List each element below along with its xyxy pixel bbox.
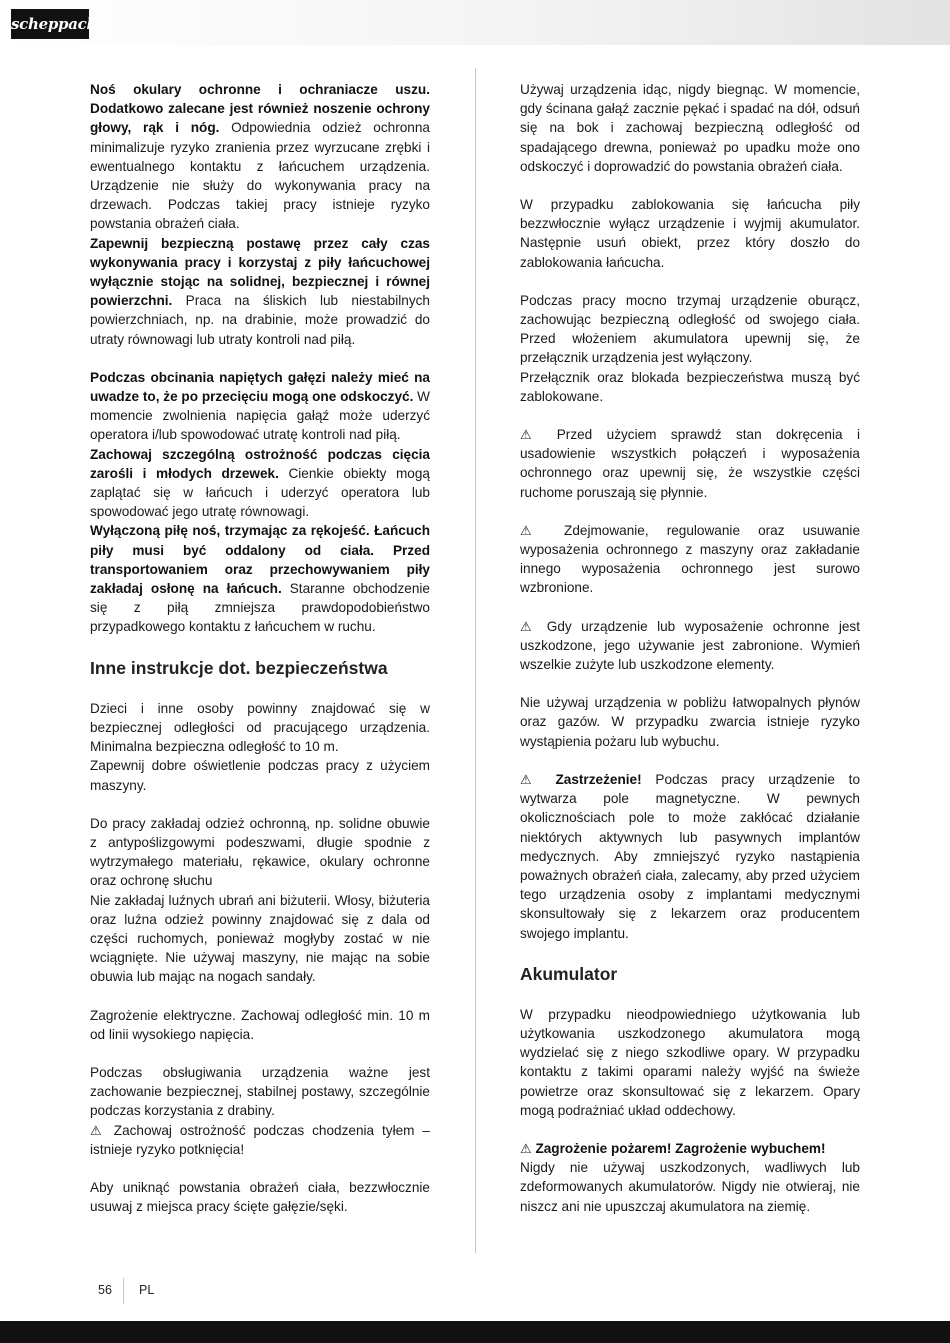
column-divider (475, 68, 476, 1253)
warning-icon: ⚠ (520, 522, 546, 538)
body-text: Odpowiednia odzież ochronna minimalizuje ryzyko zranienia przez wyrzucane zrębki i ewentualnego kontaktu z łańcuchem urządzenia. Urządzenie nie służy do wykonywania pracy na drzewach. Podczas takiej pracy istnieje ryzyko powstania obrażeń ciała. (90, 120, 430, 232)
paragraph (520, 425, 860, 502)
bold-text: Noś okulary ochronne i ochraniacze uszu. Dodatkowo zalecane jest również noszenie ochrony głowy, rąk i nóg. (90, 82, 430, 136)
bold-text: Zastrzeżenie! (555, 771, 642, 787)
header-bar (0, 0, 950, 45)
paragraph: Nie używaj urządzenia w pobliżu łatwopalnych płynów oraz gazów. W przypadku zwarcia istnieje ryzyko wystąpienia pożaru lub wybuchu. (520, 695, 860, 749)
warning-icon: ⚠ (520, 1140, 532, 1156)
brand-logo: scheppach (11, 9, 89, 39)
body-text: W momencie zwolnienia napięcia gałąź może uderzyć operatora i/lub spowodować utratę kontroli nad piłą. (90, 389, 430, 443)
body-text: Zdejmowanie, regulowanie oraz usuwanie wyposażenia ochronnego z maszyny oraz zakładanie innego wyposażenia ochronnego jest surowo wzbronione. (520, 522, 861, 596)
warning-icon: ⚠ (520, 427, 543, 443)
bold-text: Zagrożenie pożarem! Zagrożenie wybuchem! (535, 1140, 826, 1156)
section-heading: Akumulator (520, 963, 618, 984)
left-column (90, 80, 430, 1216)
paragraph: Dzieci i inne osoby powinny znajdować się w bezpiecznej odległości od pracującego urządzenia. Minimalna bezpieczna odległość to 10 m. (90, 700, 430, 755)
paragraph: Zapewnij dobre oświetlenie podczas pracy z użyciem maszyny. (90, 758, 430, 793)
paragraph: Podczas obsługiwania urządzenia ważne jest zachowanie bezpiecznej, stabilnej postawy, szczególnie podczas korzystania z drabiny. (90, 1064, 430, 1119)
paragraph (520, 1139, 860, 1158)
body-text: Przed użyciem sprawdź stan dokręcenia i usadowienie wszystkich połączeń i wyposażenia ochronnego oraz upewnij się, że wszystkie części ruchome poruszają się płynnie. (520, 427, 860, 500)
footer-bar (0, 1321, 950, 1343)
paragraph (90, 80, 430, 234)
paragraph (90, 368, 430, 445)
bold-text: Wyłączoną piłę noś, trzymając za rękojeść. Łańcuch piły musi być oddalony od ciała. Przed transportowaniem oraz przechowywaniem piły zakładaj osłonę na łańcuch. (90, 523, 430, 597)
warning-icon: ⚠ (520, 771, 542, 787)
paragraph: W przypadku nieodpowiedniego użytkowania lub użytkowania uszkodzonego akumulatora mogą wydzielać się z niego szkodliwe opary. W przypadku kontaktu z takimi oparami należy wyjść na świeże powietrze oraz skonsultować się z lekarzem. Opary mogą podrażniać układ oddechowy. (520, 1006, 860, 1118)
body-text: Cienkie obiekty mogą zaplątać się w łańcuch i uderzyć operatora lub spowodować jego utratę równowagi. (90, 465, 430, 520)
paragraph: Podczas pracy mocno trzymaj urządzenie oburącz, zachowując bezpieczną odległość od swojego ciała. Przed włożeniem akumulatora upewnij się, że przełącznik urządzenia jest wyłączony. (520, 292, 860, 366)
warning-icon: ⚠ (520, 618, 538, 634)
paragraph: W przypadku zablokowania się łańcucha piły bezzwłocznie wyłącz urządzenie i wyjmij akumulator. Następnie usuń obiekt, przez który doszło do zablokowania łańcucha. (520, 197, 860, 270)
paragraph (520, 521, 860, 598)
section-heading: Inne instrukcje dot. bezpieczeństwa (90, 657, 388, 678)
paragraph: Nigdy nie używaj uszkodzonych, wadliwych lub zdeformowanych akumulatorów. Nigdy nie otwieraj, nie niszcz ani nie upuszczaj akumulatora na ziemię. (520, 1160, 860, 1214)
bold-text: Podczas obcinania napiętych gałęzi należy mieć na uwadze to, że po przecięciu mogą one odskoczyć. (90, 369, 430, 405)
bold-text: Zachowaj szczególną ostrożność podczas cięcia zarośli i młodych drzewek. (90, 446, 430, 481)
language-code: PL (139, 1283, 155, 1297)
paragraph: Zagrożenie elektryczne. Zachowaj odległość min. 10 m od linii wysokiego napięcia. (90, 1007, 430, 1042)
body-text: Podczas pracy urządzenie to wytwarza pole magnetyczne. W pewnych okolicznościach pole to może zakłócać działanie niektórych aktywnych lub pasywnych implantów medycznych. Aby zmniejszyć ryzyko nastąpienia poważnych obrażeń ciała, zalecamy, aby przed użyciem tego urządzenia osoby z implantami medycznymi skonsultowały się z lekarzem oraz producentem swojego implantu. (520, 771, 861, 941)
paragraph (90, 521, 430, 636)
body-text: Praca na śliskich lub niestabilnych powierzchniach, np. na drabinie, może prowadzić do utraty równowagi lub utraty kontroli nad piłą. (90, 293, 430, 347)
warning-icon: ⚠ (90, 1122, 106, 1138)
paragraph (90, 445, 430, 522)
paragraph (90, 1121, 430, 1159)
right-column (520, 80, 860, 1216)
paragraph: Przełącznik oraz blokada bezpieczeństwa muszą być zablokowane. (520, 369, 860, 404)
paragraph: Aby uniknąć powstania obrażeń ciała, bezzwłocznie usuwaj z miejsca pracy ścięte gałęzie/sęki. (90, 1179, 430, 1215)
paragraph: Nie zakładaj luźnych ubrań ani biżuterii. Włosy, biżuteria oraz luźna odzież powinny znajdować się z dala od części ruchomych, ponieważ mogłyby zostać w nie wciągnięte. Nie używaj maszyny, nie mając na sobie obuwia lub mając na nogach sandały. (90, 892, 430, 985)
paragraph: Używaj urządzenia idąc, nigdy biegnąc. W momencie, gdy ścinana gałąź zacznie pękać i spadać na dół, odsuń się na bok i zachowaj bezpieczną odległość od spadającego drewna, ponieważ po upadku może ono odskoczyć i doprowadzić do powstania obrażeń ciała. (520, 82, 860, 174)
paragraph: Do pracy zakładaj odzież ochronną, np. solidne obuwie z antypoślizgowymi podeszwami, długie spodnie z wytrzymałego materiału, rękawice, okulary ochronne oraz ochronę słuchu (90, 815, 430, 889)
body-text: Gdy urządzenie lub wyposażenie ochronne jest uszkodzone, jego używanie jest zabronione. Wymień wszelkie zużyte lub uszkodzone elementy. (520, 618, 861, 673)
bold-text: Zapewnij bezpieczną postawę przez cały czas wykonywania pracy i korzystaj z piły łańcuchowej wyłącznie stojąc na solidnej, bezpiecznej i równej powierzchni. (90, 235, 430, 309)
paragraph (90, 234, 430, 349)
page-number: 56 (98, 1283, 112, 1297)
body-text: Staranne obchodzenie się z piłą zmniejsza prawdopodobieństwo przypadkowego kontaktu z łańcuchem w ruchu. (90, 581, 430, 635)
paragraph (520, 770, 860, 943)
body-text: Zachowaj ostrożność podczas chodzenia tyłem – istnieje ryzyko potknięcia! (90, 1122, 430, 1157)
footer-divider (123, 1278, 124, 1304)
paragraph (520, 617, 860, 675)
